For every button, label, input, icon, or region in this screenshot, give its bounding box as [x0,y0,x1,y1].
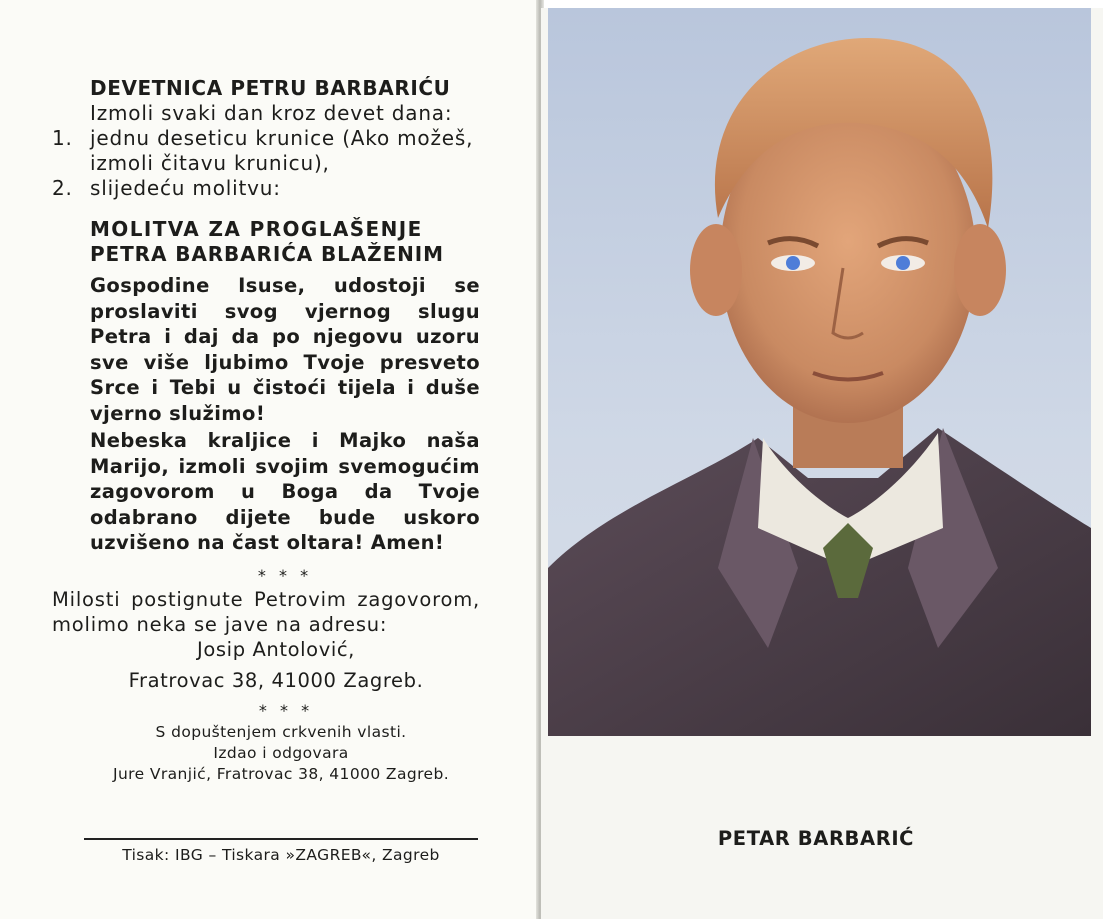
left-iris [786,256,800,270]
printer-credit: Tisak: IBG – Tiskara »ZAGREB«, Zagreb [122,846,440,864]
prayer-heading-line1: MOLITVA ZA PROGLAŠENJE [90,217,423,241]
contact-name: Josip Antolović, [197,637,355,661]
novena-title: DEVETNICA PETRU BARBARIĆU [90,76,451,100]
separator-stars: * * * [257,565,313,585]
approval-line-1: S dopuštenjem crkvenih vlasti. [155,722,407,741]
contact-address: Fratrovac 38, 41000 Zagreb. [128,668,424,692]
step-2-number: 2. [52,176,73,200]
right-iris [896,256,910,270]
divider-rule [84,838,478,840]
step-1-line1: jednu deseticu krunice (Ako možeš, [90,126,474,150]
graces-text: Milosti postignute Petrovim zagovorom, molimo neka se jave na adresu: [52,587,480,636]
separator-stars-2: * * * [258,700,314,720]
step-1-number: 1. [52,126,73,150]
prayer-paragraph-1: Gospodine Isuse, udostoji se proslaviti svog vjernog slugu Petra i daj da po njegovu uzoru sve više ljubimo Tvoje presveto Srce i Tebi u čistoći tijela i duše vjerno služimo! [90,274,480,425]
left-text-column [52,76,480,785]
approval-line-2: Izdao i odgovara [213,743,349,762]
step-1 [52,126,480,176]
step-1-line2: izmoli čitavu krunicu), [90,151,330,175]
left-ear [690,224,742,316]
portrait-illustration [548,8,1091,736]
prayer-paragraph-2: Nebeska kraljice i Majko naša Marijo, izmoli svojim svemogućim zagovorom u Boga da Tvoje odabrano dijete bude uskoro uzvišeno na čast oltara! Amen! [90,429,480,554]
approval-line-3: Jure Vranjić, Fratrovac 38, 41000 Zagreb. [112,764,450,783]
right-ear [954,224,1006,316]
portrait-image [548,8,1091,736]
step-2-line1: slijedeću molitvu: [90,176,281,200]
novena-intro: Izmoli svaki dan kroz devet dana: [90,101,453,125]
step-2 [52,176,480,201]
portrait-caption: PETAR BARBARIĆ [717,827,915,850]
left-page [0,0,539,919]
prayer-heading-line2: PETRA BARBARIĆA BLAŽENIM [90,242,444,266]
